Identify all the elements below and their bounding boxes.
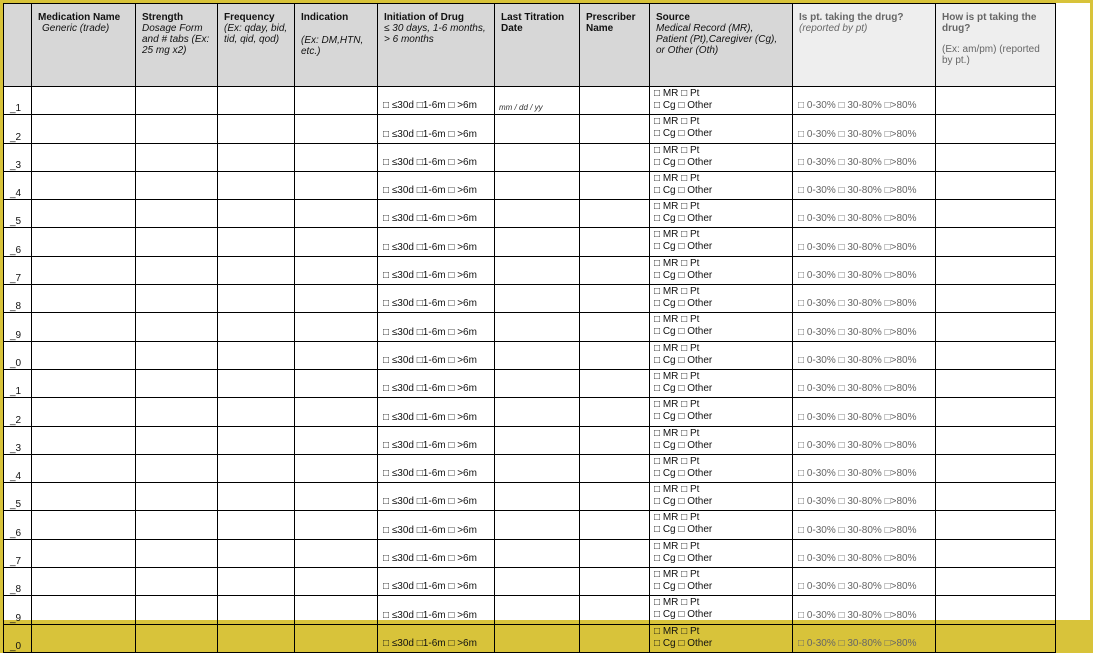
- source-options[interactable]: [650, 256, 793, 284]
- strength-field[interactable]: [136, 398, 218, 426]
- medication-name-field[interactable]: [32, 454, 136, 482]
- indication-field[interactable]: [295, 171, 378, 199]
- strength-field[interactable]: [136, 285, 218, 313]
- source-options[interactable]: [650, 341, 793, 369]
- medication-name-field[interactable]: [32, 596, 136, 624]
- initiation-options[interactable]: □ ≤30d □1-6m □ >6m: [378, 313, 495, 341]
- strength-field[interactable]: [136, 256, 218, 284]
- initiation-options[interactable]: □ ≤30d □1-6m □ >6m: [378, 454, 495, 482]
- initiation-options[interactable]: □ ≤30d □1-6m □ >6m: [378, 624, 495, 652]
- row-number: _4: [4, 454, 32, 482]
- how-taking-field[interactable]: [936, 143, 1056, 171]
- source-line-1[interactable]: □ MR □ Pt: [654, 370, 700, 382]
- how-taking-field[interactable]: [936, 256, 1056, 284]
- medication-table: [3, 3, 1056, 653]
- taking-percent-options[interactable]: □ 0-30% □ 30-80% □>80%: [793, 369, 936, 397]
- source-options[interactable]: [650, 200, 793, 228]
- initiation-options[interactable]: □ ≤30d □1-6m □ >6m: [378, 369, 495, 397]
- initiation-options[interactable]: □ ≤30d □1-6m □ >6m: [378, 256, 495, 284]
- taking-percent-options[interactable]: □ 0-30% □ 30-80% □>80%: [793, 454, 936, 482]
- table-row: [4, 568, 1056, 596]
- strength-field[interactable]: [136, 200, 218, 228]
- header-source: Source Medical Record (MR), Patient (Pt),Caregiver (Cg), or Other (Oth): [650, 4, 793, 87]
- indication-field[interactable]: [295, 87, 378, 115]
- source-options[interactable]: [650, 228, 793, 256]
- indication-field[interactable]: [295, 483, 378, 511]
- indication-field[interactable]: [295, 511, 378, 539]
- source-line-2[interactable]: □ Cg □ Other: [654, 241, 713, 253]
- initiation-options[interactable]: □ ≤30d □1-6m □ >6m: [378, 426, 495, 454]
- how-taking-field[interactable]: [936, 596, 1056, 624]
- initiation-options[interactable]: □ ≤30d □1-6m □ >6m: [378, 539, 495, 567]
- medication-name-field[interactable]: [32, 369, 136, 397]
- medication-name-field[interactable]: [32, 341, 136, 369]
- indication-field[interactable]: [295, 426, 378, 454]
- initiation-options[interactable]: □ ≤30d □1-6m □ >6m: [378, 200, 495, 228]
- how-taking-field[interactable]: [936, 313, 1056, 341]
- last-titration-field[interactable]: [495, 143, 580, 171]
- prescriber-field[interactable]: [580, 171, 650, 199]
- last-titration-field[interactable]: [495, 369, 580, 397]
- initiation-options[interactable]: □ ≤30d □1-6m □ >6m: [378, 115, 495, 143]
- source-line-1[interactable]: □ MR □ Pt: [654, 88, 700, 99]
- frequency-field[interactable]: [218, 341, 295, 369]
- source-line-2[interactable]: □ Cg □ Other: [654, 609, 713, 621]
- medication-name-field[interactable]: [32, 87, 136, 115]
- how-taking-field[interactable]: [936, 511, 1056, 539]
- source-line-2[interactable]: □ Cg □ Other: [654, 411, 713, 423]
- taking-percent-options[interactable]: □ 0-30% □ 30-80% □>80%: [793, 256, 936, 284]
- taking-percent-options[interactable]: □ 0-30% □ 30-80% □>80%: [793, 285, 936, 313]
- row-number: _9: [4, 313, 32, 341]
- header-frequency: Frequency (Ex: qday, bid, tid, qid, qod): [218, 4, 295, 87]
- row-number: _8: [4, 285, 32, 313]
- indication-field[interactable]: [295, 369, 378, 397]
- last-titration-field[interactable]: [495, 398, 580, 426]
- prescriber-field[interactable]: [580, 624, 650, 652]
- source-line-2[interactable]: □ Cg □ Other: [654, 354, 713, 366]
- frequency-field[interactable]: [218, 511, 295, 539]
- header-strength: Strength Dosage Form and # tabs (Ex: 25 mg x2): [136, 4, 218, 87]
- last-titration-field[interactable]: [495, 115, 580, 143]
- header-num: [4, 4, 32, 87]
- prescriber-field[interactable]: [580, 568, 650, 596]
- source-options[interactable]: [650, 624, 793, 652]
- indication-field[interactable]: [295, 539, 378, 567]
- medication-name-field[interactable]: [32, 398, 136, 426]
- strength-field[interactable]: [136, 171, 218, 199]
- how-taking-field[interactable]: [936, 369, 1056, 397]
- taking-percent-options[interactable]: □ 0-30% □ 30-80% □>80%: [793, 596, 936, 624]
- taking-percent-options[interactable]: □ 0-30% □ 30-80% □>80%: [793, 341, 936, 369]
- source-options[interactable]: [650, 454, 793, 482]
- initiation-options[interactable]: □ ≤30d □1-6m □ >6m: [378, 87, 495, 115]
- frequency-field[interactable]: [218, 87, 295, 115]
- last-titration-field[interactable]: [495, 596, 580, 624]
- form-page: [3, 3, 1090, 652]
- prescriber-field[interactable]: [580, 87, 650, 115]
- source-options[interactable]: [650, 171, 793, 199]
- how-taking-field[interactable]: [936, 171, 1056, 199]
- source-options[interactable]: [650, 285, 793, 313]
- last-titration-field[interactable]: [495, 171, 580, 199]
- prescriber-field[interactable]: [580, 200, 650, 228]
- last-titration-field[interactable]: [495, 341, 580, 369]
- source-line-1[interactable]: □ MR □ Pt: [654, 484, 700, 496]
- strength-field[interactable]: [136, 596, 218, 624]
- table-row: [4, 285, 1056, 313]
- strength-field[interactable]: [136, 539, 218, 567]
- last-titration-field[interactable]: mm / dd / yy: [495, 87, 580, 115]
- table-row: [4, 313, 1056, 341]
- taking-percent-options[interactable]: □ 0-30% □ 30-80% □>80%: [793, 483, 936, 511]
- source-options[interactable]: [650, 143, 793, 171]
- indication-field[interactable]: [295, 143, 378, 171]
- indication-field[interactable]: [295, 285, 378, 313]
- initiation-options[interactable]: □ ≤30d □1-6m □ >6m: [378, 398, 495, 426]
- last-titration-field[interactable]: [495, 200, 580, 228]
- indication-field[interactable]: [295, 256, 378, 284]
- source-line-1[interactable]: □ MR □ Pt: [654, 427, 700, 439]
- how-taking-field[interactable]: [936, 398, 1056, 426]
- source-line-1[interactable]: □ MR □ Pt: [654, 286, 700, 298]
- strength-field[interactable]: [136, 511, 218, 539]
- medication-name-field[interactable]: [32, 228, 136, 256]
- source-line-1[interactable]: □ MR □ Pt: [654, 512, 700, 524]
- row-number: _1: [4, 369, 32, 397]
- header-how-taking: How is pt taking the drug? (Ex: am/pm) (reported by pt.): [936, 4, 1056, 87]
- source-line-2[interactable]: □ Cg □ Other: [654, 100, 713, 111]
- taking-percent-options[interactable]: □ 0-30% □ 30-80% □>80%: [793, 143, 936, 171]
- medication-name-field[interactable]: [32, 256, 136, 284]
- source-line-1[interactable]: □ MR □ Pt: [654, 229, 700, 241]
- taking-percent-options[interactable]: □ 0-30% □ 30-80% □>80%: [793, 568, 936, 596]
- initiation-options[interactable]: □ ≤30d □1-6m □ >6m: [378, 511, 495, 539]
- indication-field[interactable]: [295, 115, 378, 143]
- last-titration-field[interactable]: [495, 256, 580, 284]
- frequency-field[interactable]: [218, 624, 295, 652]
- how-taking-field[interactable]: [936, 228, 1056, 256]
- source-options[interactable]: [650, 115, 793, 143]
- frequency-field[interactable]: [218, 115, 295, 143]
- prescriber-field[interactable]: [580, 115, 650, 143]
- prescriber-field[interactable]: [580, 398, 650, 426]
- source-line-2[interactable]: □ Cg □ Other: [654, 128, 713, 140]
- initiation-options[interactable]: □ ≤30d □1-6m □ >6m: [378, 483, 495, 511]
- source-line-1[interactable]: □ MR □ Pt: [654, 257, 700, 269]
- table-row: [4, 596, 1056, 624]
- row-number: _2: [4, 115, 32, 143]
- row-number: _0: [4, 624, 32, 652]
- taking-percent-options[interactable]: □ 0-30% □ 30-80% □>80%: [793, 87, 936, 115]
- prescriber-field[interactable]: [580, 256, 650, 284]
- strength-field[interactable]: [136, 426, 218, 454]
- strength-field[interactable]: [136, 143, 218, 171]
- header-taking: Is pt. taking the drug? (reported by pt): [793, 4, 936, 87]
- frequency-field[interactable]: [218, 256, 295, 284]
- initiation-options[interactable]: □ ≤30d □1-6m □ >6m: [378, 143, 495, 171]
- header-indication: Indication (Ex: DM,HTN, etc.): [295, 4, 378, 87]
- how-taking-field[interactable]: [936, 200, 1056, 228]
- strength-field[interactable]: [136, 624, 218, 652]
- last-titration-field[interactable]: [495, 313, 580, 341]
- source-line-2[interactable]: □ Cg □ Other: [654, 326, 713, 338]
- source-line-1[interactable]: □ MR □ Pt: [654, 455, 700, 467]
- how-taking-field[interactable]: [936, 426, 1056, 454]
- source-line-2[interactable]: □ Cg □ Other: [654, 269, 713, 281]
- indication-field[interactable]: [295, 313, 378, 341]
- medication-name-field[interactable]: [32, 568, 136, 596]
- last-titration-field[interactable]: [495, 483, 580, 511]
- how-taking-field[interactable]: [936, 624, 1056, 652]
- row-number: _4: [4, 171, 32, 199]
- source-line-1[interactable]: □ MR □ Pt: [654, 597, 700, 609]
- prescriber-field[interactable]: [580, 596, 650, 624]
- medication-name-field[interactable]: [32, 426, 136, 454]
- how-taking-field[interactable]: [936, 483, 1056, 511]
- medication-name-field[interactable]: [32, 171, 136, 199]
- source-line-1[interactable]: □ MR □ Pt: [654, 342, 700, 354]
- prescriber-field[interactable]: [580, 483, 650, 511]
- row-number: _7: [4, 256, 32, 284]
- source-line-1[interactable]: □ MR □ Pt: [654, 625, 700, 637]
- strength-field[interactable]: [136, 313, 218, 341]
- taking-percent-options[interactable]: □ 0-30% □ 30-80% □>80%: [793, 426, 936, 454]
- medication-name-field[interactable]: [32, 115, 136, 143]
- prescriber-field[interactable]: [580, 454, 650, 482]
- row-number: _9: [4, 596, 32, 624]
- strength-field[interactable]: [136, 87, 218, 115]
- source-line-1[interactable]: □ MR □ Pt: [654, 116, 700, 128]
- initiation-options[interactable]: □ ≤30d □1-6m □ >6m: [378, 171, 495, 199]
- row-number: _0: [4, 341, 32, 369]
- medication-name-field[interactable]: [32, 539, 136, 567]
- frequency-field[interactable]: [218, 171, 295, 199]
- indication-field[interactable]: [295, 624, 378, 652]
- source-line-2[interactable]: □ Cg □ Other: [654, 496, 713, 508]
- indication-field[interactable]: [295, 596, 378, 624]
- frequency-field[interactable]: [218, 596, 295, 624]
- source-line-2[interactable]: □ Cg □ Other: [654, 156, 713, 168]
- taking-percent-options[interactable]: □ 0-30% □ 30-80% □>80%: [793, 115, 936, 143]
- table-row: [4, 115, 1056, 143]
- prescriber-field[interactable]: [580, 539, 650, 567]
- medication-name-field[interactable]: [32, 143, 136, 171]
- source-options[interactable]: [650, 596, 793, 624]
- frequency-field[interactable]: [218, 143, 295, 171]
- indication-field[interactable]: [295, 228, 378, 256]
- indication-field[interactable]: [295, 200, 378, 228]
- last-titration-field[interactable]: [495, 624, 580, 652]
- how-taking-field[interactable]: [936, 568, 1056, 596]
- medication-name-field[interactable]: [32, 313, 136, 341]
- taking-percent-options[interactable]: □ 0-30% □ 30-80% □>80%: [793, 539, 936, 567]
- frequency-field[interactable]: [218, 539, 295, 567]
- row-number: _6: [4, 511, 32, 539]
- how-taking-field[interactable]: [936, 341, 1056, 369]
- last-titration-field[interactable]: [495, 454, 580, 482]
- frequency-field[interactable]: [218, 426, 295, 454]
- strength-field[interactable]: [136, 228, 218, 256]
- table-row: [4, 511, 1056, 539]
- medication-name-field[interactable]: [32, 511, 136, 539]
- last-titration-field[interactable]: [495, 285, 580, 313]
- last-titration-field[interactable]: [495, 539, 580, 567]
- strength-field[interactable]: [136, 341, 218, 369]
- row-number: _1: [4, 87, 32, 115]
- frequency-field[interactable]: [218, 369, 295, 397]
- prescriber-field[interactable]: [580, 511, 650, 539]
- initiation-options[interactable]: □ ≤30d □1-6m □ >6m: [378, 228, 495, 256]
- how-taking-field[interactable]: [936, 115, 1056, 143]
- table-row: [4, 539, 1056, 567]
- prescriber-field[interactable]: [580, 313, 650, 341]
- how-taking-field[interactable]: [936, 454, 1056, 482]
- source-line-2[interactable]: □ Cg □ Other: [654, 184, 713, 196]
- source-line-2[interactable]: □ Cg □ Other: [654, 552, 713, 564]
- prescriber-field[interactable]: [580, 285, 650, 313]
- frequency-field[interactable]: [218, 483, 295, 511]
- how-taking-field[interactable]: [936, 285, 1056, 313]
- taking-percent-options[interactable]: □ 0-30% □ 30-80% □>80%: [793, 171, 936, 199]
- prescriber-field[interactable]: [580, 228, 650, 256]
- table-row: [4, 369, 1056, 397]
- source-line-1[interactable]: □ MR □ Pt: [654, 144, 700, 156]
- last-titration-field[interactable]: [495, 568, 580, 596]
- initiation-options[interactable]: □ ≤30d □1-6m □ >6m: [378, 596, 495, 624]
- source-options[interactable]: [650, 511, 793, 539]
- frequency-field[interactable]: [218, 228, 295, 256]
- source-options[interactable]: [650, 539, 793, 567]
- source-line-2[interactable]: □ Cg □ Other: [654, 213, 713, 225]
- table-row: [4, 426, 1056, 454]
- row-number: _6: [4, 228, 32, 256]
- source-line-1[interactable]: □ MR □ Pt: [654, 172, 700, 184]
- source-line-1[interactable]: □ MR □ Pt: [654, 540, 700, 552]
- last-titration-field[interactable]: [495, 511, 580, 539]
- medication-name-field[interactable]: [32, 624, 136, 652]
- header-initiation: Initiation of Drug ≤ 30 days, 1-6 months, > 6 months: [378, 4, 495, 87]
- source-line-1[interactable]: □ MR □ Pt: [654, 399, 700, 411]
- source-line-2[interactable]: □ Cg □ Other: [654, 524, 713, 536]
- row-number: _3: [4, 143, 32, 171]
- taking-percent-options[interactable]: □ 0-30% □ 30-80% □>80%: [793, 200, 936, 228]
- header-prescriber: Prescriber Name: [580, 4, 650, 87]
- table-row: [4, 341, 1056, 369]
- table-row: [4, 483, 1056, 511]
- frequency-field[interactable]: [218, 313, 295, 341]
- prescriber-field[interactable]: [580, 341, 650, 369]
- taking-percent-options[interactable]: □ 0-30% □ 30-80% □>80%: [793, 228, 936, 256]
- prescriber-field[interactable]: [580, 143, 650, 171]
- table-row: [4, 228, 1056, 256]
- frequency-field[interactable]: [218, 568, 295, 596]
- indication-field[interactable]: [295, 341, 378, 369]
- taking-percent-options[interactable]: □ 0-30% □ 30-80% □>80%: [793, 624, 936, 652]
- last-titration-field[interactable]: [495, 228, 580, 256]
- taking-percent-options[interactable]: □ 0-30% □ 30-80% □>80%: [793, 511, 936, 539]
- medication-name-field[interactable]: [32, 285, 136, 313]
- prescriber-field[interactable]: [580, 369, 650, 397]
- frequency-field[interactable]: [218, 200, 295, 228]
- source-line-2[interactable]: □ Cg □ Other: [654, 382, 713, 394]
- source-line-2[interactable]: □ Cg □ Other: [654, 298, 713, 310]
- frequency-field[interactable]: [218, 398, 295, 426]
- source-line-1[interactable]: □ MR □ Pt: [654, 569, 700, 581]
- header-medication: Medication Name Generic (trade): [32, 4, 136, 87]
- strength-field[interactable]: [136, 568, 218, 596]
- medication-name-field[interactable]: [32, 483, 136, 511]
- how-taking-field[interactable]: [936, 539, 1056, 567]
- table-row: [4, 454, 1056, 482]
- source-options[interactable]: [650, 313, 793, 341]
- strength-field[interactable]: [136, 454, 218, 482]
- frequency-field[interactable]: [218, 454, 295, 482]
- source-line-1[interactable]: □ MR □ Pt: [654, 314, 700, 326]
- table-row: [4, 143, 1056, 171]
- strength-field[interactable]: [136, 115, 218, 143]
- table-row: [4, 256, 1056, 284]
- source-line-1[interactable]: □ MR □ Pt: [654, 201, 700, 213]
- strength-field[interactable]: [136, 483, 218, 511]
- source-line-2[interactable]: □ Cg □ Other: [654, 637, 713, 649]
- table-row: [4, 398, 1056, 426]
- source-options[interactable]: [650, 87, 793, 115]
- table-row: [4, 87, 1056, 115]
- source-options[interactable]: [650, 568, 793, 596]
- row-number: _5: [4, 483, 32, 511]
- taking-percent-options[interactable]: □ 0-30% □ 30-80% □>80%: [793, 313, 936, 341]
- indication-field[interactable]: [295, 454, 378, 482]
- table-row: [4, 624, 1056, 652]
- header-last-titration: Last Titration Date: [495, 4, 580, 87]
- row-number: _5: [4, 200, 32, 228]
- frequency-field[interactable]: [218, 285, 295, 313]
- taking-percent-options[interactable]: □ 0-30% □ 30-80% □>80%: [793, 398, 936, 426]
- row-number: _8: [4, 568, 32, 596]
- header-row: [4, 4, 1056, 87]
- source-line-2[interactable]: □ Cg □ Other: [654, 581, 713, 593]
- row-number: _3: [4, 426, 32, 454]
- row-number: _2: [4, 398, 32, 426]
- initiation-options[interactable]: □ ≤30d □1-6m □ >6m: [378, 341, 495, 369]
- row-number: _7: [4, 539, 32, 567]
- how-taking-field[interactable]: [936, 87, 1056, 115]
- source-options[interactable]: [650, 426, 793, 454]
- source-options[interactable]: [650, 483, 793, 511]
- indication-field[interactable]: [295, 568, 378, 596]
- last-titration-field[interactable]: [495, 426, 580, 454]
- initiation-options[interactable]: □ ≤30d □1-6m □ >6m: [378, 285, 495, 313]
- prescriber-field[interactable]: [580, 426, 650, 454]
- source-line-2[interactable]: □ Cg □ Other: [654, 467, 713, 479]
- initiation-options[interactable]: □ ≤30d □1-6m □ >6m: [378, 568, 495, 596]
- medication-name-field[interactable]: [32, 200, 136, 228]
- source-line-2[interactable]: □ Cg □ Other: [654, 439, 713, 451]
- table-row: [4, 171, 1056, 199]
- indication-field[interactable]: [295, 398, 378, 426]
- strength-field[interactable]: [136, 369, 218, 397]
- source-options[interactable]: [650, 398, 793, 426]
- source-options[interactable]: [650, 369, 793, 397]
- table-row: [4, 200, 1056, 228]
